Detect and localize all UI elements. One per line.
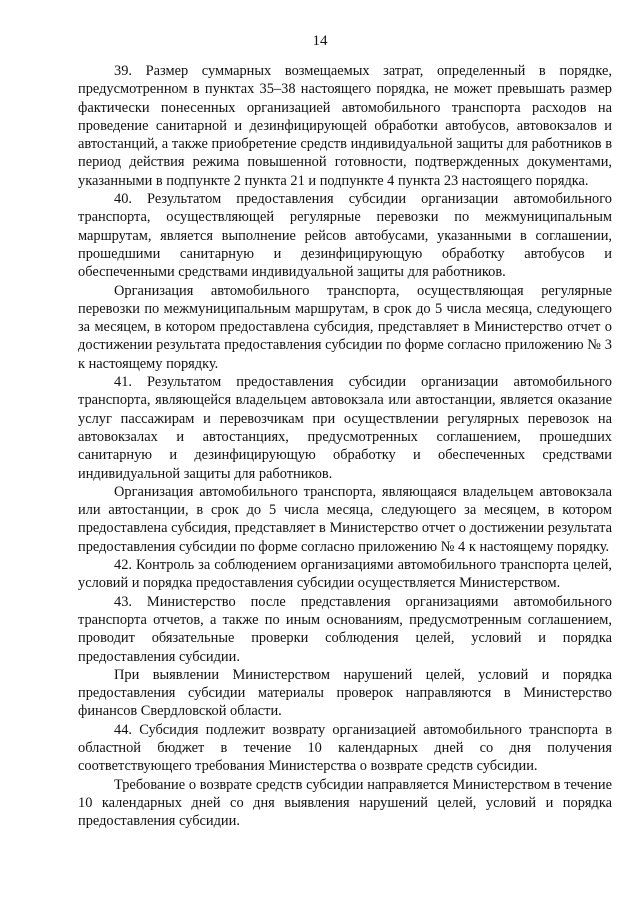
paragraph-44-requirement: Требование о возврате средств субсидии направляется Министерством в течение 10 календарных дней со дня выявления нарушений целей, условий и порядка предоставления субсидии. <box>78 776 612 830</box>
page-number: 14 <box>312 33 328 49</box>
document-body <box>78 62 612 830</box>
paragraph-44: 44. Субсидия подлежит возврату организацией автомобильного транспорта в областной бюджет в течение 10 календарных дней со дня получения соответствующего требования Министерства о возврате средств субсидии. <box>78 721 612 775</box>
paragraph-42: 42. Контроль за соблюдением организациями автомобильного транспорта целей, условий и порядка предоставления субсидии осуществляется Министерством. <box>78 557 612 592</box>
paragraph-40: 40. Результатом предоставления субсидии организации автомобильного транспорта, осуществляющей регулярные перевозки по межмуниципальным маршрутам, является выполнение рейсов автобусами, указанными в соглашении, прошедшими санитарную и дезинфицирующую обработку автобусов и обеспеченными средствами индивидуальной защиты для работников. <box>78 191 612 281</box>
paragraph-43-violations: При выявлении Министерством нарушений целей, условий и порядка предоставления субсидии материалы проверок направляются в Министерство финансов Свердловской области. <box>78 666 612 720</box>
paragraph-41: 41. Результатом предоставления субсидии организации автомобильного транспорта, являющейся владельцем автовокзала или автостанции, является оказание услуг пассажирам и перевозчикам при осуществлении регулярных перевозок на автовокзалах и автостанциях, предусмотренных соглашением, прошедших санитарную и дезинфицирующую обработку и обеспеченных средствами индивидуальной защиты для работников. <box>78 374 612 482</box>
paragraph-41-report: Организация автомобильного транспорта, являющаяся владельцем автовокзала или автостанции, в срок до 5 числа месяца, следующего за месяцем, в котором предоставлена субсидия, представляет в Министерство отчет о достижении результата предоставления субсидии по форме согласно приложению № 4 к настоящему порядку. <box>78 483 612 555</box>
paragraph-40-report: Организация автомобильного транспорта, осуществляющая регулярные перевозки по межмуниципальным маршрутам, в срок до 5 числа месяца, следующего за месяцем, в котором предоставлена субсидия, представляет в Министерство отчет о достижении результата предоставления субсидии по форме согласно приложению № 3 к настоящему порядку. <box>78 282 612 372</box>
paragraph-43: 43. Министерство после представления организациями автомобильного транспорта отчетов, а также по иным основаниям, предусмотренным соглашением, проводит обязательные проверки соблюдения целей, условий и порядка предоставления субсидии. <box>78 593 612 665</box>
paragraph-39: 39. Размер суммарных возмещаемых затрат, определенный в порядке, предусмотренном в пунктах 35–38 настоящего порядка, не может превышать размер фактически понесенных организацией автомобильного транспорта расходов на проведение санитарной и дезинфицирующей обработки автобусов, автовокзалов и автостанций, а также приобретение средств индивидуальной защиты для работников в период действия режима повышенной готовности, подтвержденных документами, указанными в подпункте 2 пункта 21 и подпункте 4 пункта 23 настоящего порядка. <box>78 63 612 189</box>
